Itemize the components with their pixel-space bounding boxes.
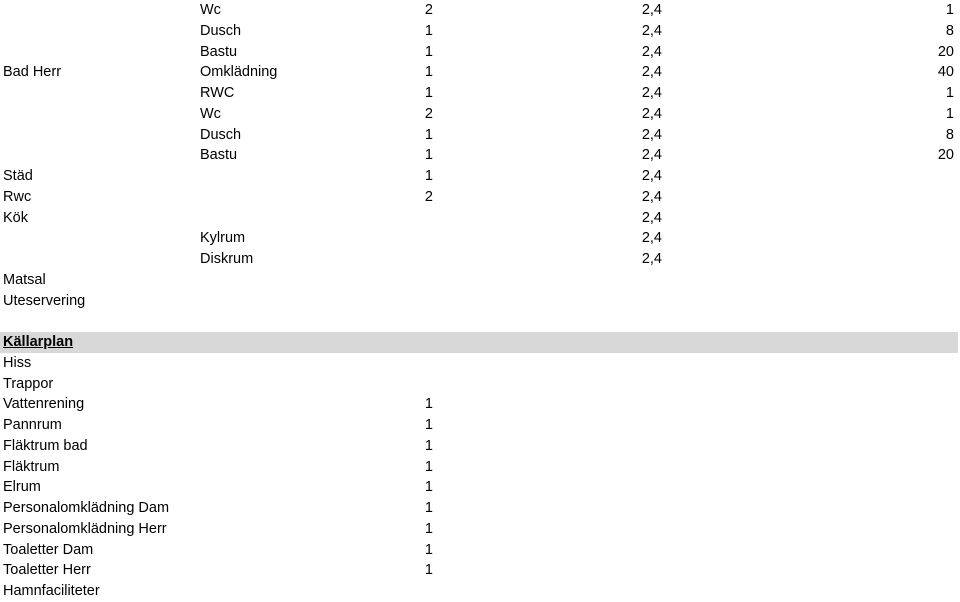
height-cell: 2,4: [641, 22, 662, 39]
room-name-cell: Pannrum: [3, 417, 62, 433]
table-row: [0, 353, 960, 374]
occupancy-cell: 8: [945, 22, 954, 39]
count-cell: 1: [424, 43, 433, 60]
room-name-cell: Elrum: [3, 479, 41, 496]
table-row: [0, 540, 960, 561]
table-row: [0, 311, 960, 332]
room-name-cell: Bad Herr: [3, 64, 62, 81]
table-row: [0, 436, 960, 457]
section-header-row: [0, 332, 958, 353]
table-row: [0, 125, 960, 146]
occupancy-cell: 20: [937, 147, 954, 164]
table-row: [0, 21, 960, 42]
room-name-cell: Fläktrum: [3, 458, 60, 475]
table-row: [0, 62, 960, 83]
count-cell: 1: [424, 458, 433, 475]
table-row: [0, 249, 960, 270]
count-cell: 1: [424, 562, 433, 579]
table-row: [0, 415, 960, 436]
table-row: [0, 581, 960, 602]
count-cell: 2: [424, 105, 433, 122]
height-cell: 2,4: [641, 168, 662, 184]
count-cell: 1: [424, 479, 433, 496]
subroom-name-cell: Wc: [200, 105, 221, 122]
occupancy-cell: 20: [937, 43, 954, 60]
subroom-name-cell: RWC: [200, 85, 235, 101]
subroom-name-cell: Dusch: [200, 22, 242, 39]
room-name-cell: Personalomklädning Herr: [3, 520, 167, 537]
table-row: [0, 374, 960, 395]
room-name-cell: Matsal: [3, 271, 46, 288]
table-row: [0, 145, 960, 166]
room-name-cell: Rwc: [3, 188, 32, 205]
height-cell: 2,4: [641, 147, 662, 164]
table-row: [0, 104, 960, 125]
subroom-name-cell: Bastu: [200, 43, 238, 60]
room-name-cell: Vattenrening: [3, 396, 85, 413]
table-row: [0, 291, 960, 312]
room-name-cell: Uteservering: [3, 292, 86, 309]
subroom-name-cell: Diskrum: [200, 251, 254, 267]
table-row: [0, 187, 960, 208]
count-cell: 1: [424, 437, 433, 454]
count-cell: 1: [424, 520, 433, 537]
table-row: [0, 208, 960, 229]
height-cell: 2,4: [641, 126, 662, 143]
height-cell: 2,4: [641, 230, 662, 247]
subroom-name-cell: Dusch: [200, 126, 242, 143]
table-row: [0, 519, 960, 540]
occupancy-cell: 40: [937, 64, 954, 81]
height-cell: 2,4: [641, 43, 662, 60]
subroom-name-cell: Wc: [200, 2, 221, 18]
height-cell: 2,4: [641, 105, 662, 122]
count-cell: 1: [424, 168, 433, 184]
height-cell: 2,4: [641, 2, 662, 18]
count-cell: 1: [424, 500, 433, 516]
room-name-cell: Städ: [3, 168, 33, 184]
table-row: [0, 83, 960, 104]
table-row: [0, 270, 960, 291]
subroom-name-cell: Kylrum: [200, 230, 246, 247]
room-name-cell: Toaletter Herr: [3, 562, 91, 579]
count-cell: 1: [424, 147, 433, 164]
occupancy-cell: 1: [945, 85, 954, 101]
room-name-cell: Kök: [3, 209, 28, 226]
table-row: [0, 394, 960, 415]
table-row: [0, 477, 960, 498]
room-name-cell: Hiss: [3, 354, 32, 371]
room-name-cell: Trappor: [3, 375, 54, 392]
height-cell: 2,4: [641, 209, 662, 226]
count-cell: 2: [424, 188, 433, 205]
table-row: [0, 498, 960, 519]
height-cell: 2,4: [641, 64, 662, 81]
section-title: Källarplan: [3, 334, 74, 350]
subroom-name-cell: Omklädning: [200, 64, 278, 81]
room-name-cell: Hamnfaciliteter: [3, 583, 100, 599]
room-name-cell: Toaletter Dam: [3, 541, 94, 558]
count-cell: 1: [424, 22, 433, 39]
table-row: [0, 228, 960, 249]
subroom-name-cell: Bastu: [200, 147, 238, 164]
count-cell: 1: [424, 85, 433, 101]
count-cell: 2: [424, 2, 433, 18]
occupancy-cell: 8: [945, 126, 954, 143]
room-name-cell: Personalomklädning Dam: [3, 500, 170, 516]
table-row: [0, 42, 960, 63]
height-cell: 2,4: [641, 85, 662, 101]
table-row: [0, 0, 960, 21]
table-row: [0, 457, 960, 478]
height-cell: 2,4: [641, 188, 662, 205]
occupancy-cell: 1: [945, 105, 954, 122]
count-cell: 1: [424, 417, 433, 433]
count-cell: 1: [424, 541, 433, 558]
height-cell: 2,4: [641, 251, 662, 267]
table-row: [0, 560, 960, 581]
room-name-cell: Fläktrum bad: [3, 437, 88, 454]
table-row: [0, 166, 960, 187]
occupancy-cell: 1: [945, 2, 954, 18]
count-cell: 1: [424, 126, 433, 143]
count-cell: 1: [424, 64, 433, 81]
count-cell: 1: [424, 396, 433, 413]
